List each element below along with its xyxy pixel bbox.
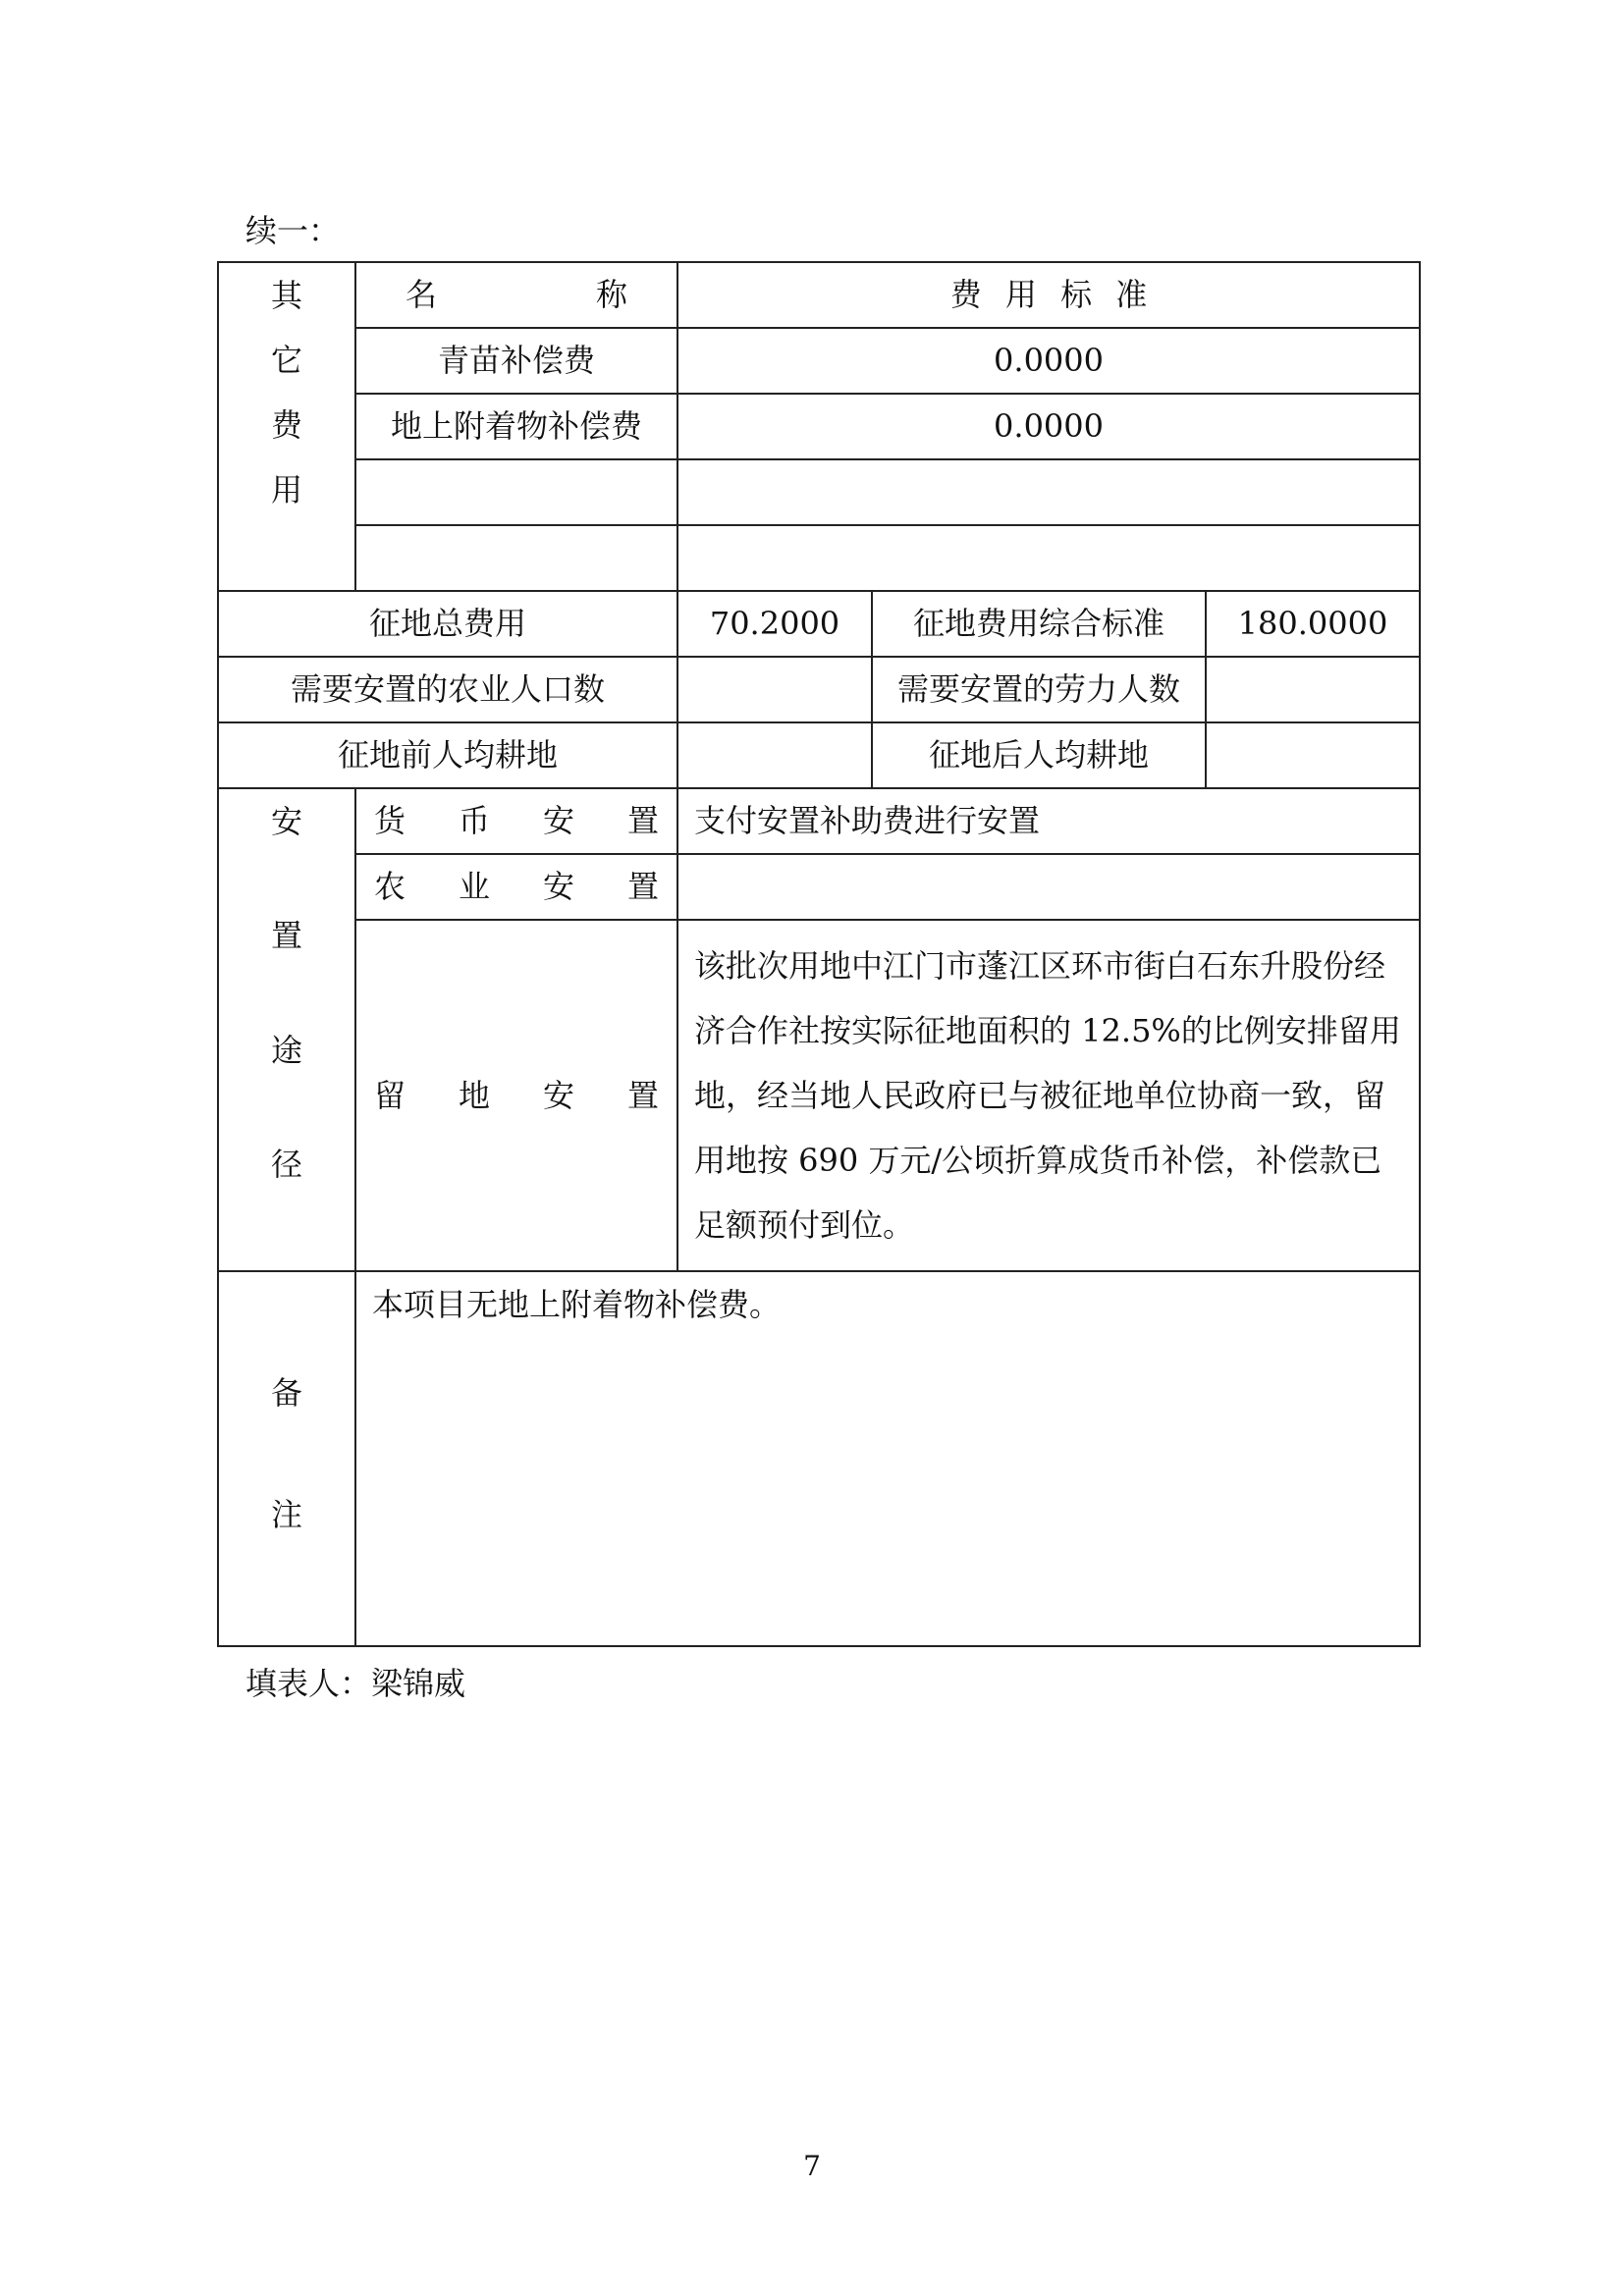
reserved-land-label: 留 地 安 置 xyxy=(355,920,677,1271)
resettlement-label: 安 置 途 径 xyxy=(218,788,355,1271)
total-fee-label: 征地总费用 xyxy=(218,591,677,657)
farmland-before-label: 征地前人均耕地 xyxy=(218,722,677,788)
remarks-text: 本项目无地上附着物补偿费。 xyxy=(355,1271,1420,1646)
standard-header: 费 用 标 准 xyxy=(677,262,1420,328)
continuation-heading: 续一： xyxy=(245,212,341,249)
farmland-after-value xyxy=(1206,722,1420,788)
land-fee-form xyxy=(217,261,1421,1647)
form-filler: 填表人：梁锦威 xyxy=(245,1665,466,1702)
total-fee-value: 70.2000 xyxy=(677,591,872,657)
agricultural-resettlement-label: 农 业 安 置 xyxy=(355,854,677,920)
monetary-resettlement-label: 货 币 安 置 xyxy=(355,788,677,854)
fee-value-cell: 0.0000 xyxy=(677,394,1420,459)
composite-standard-value: 180.0000 xyxy=(1206,591,1420,657)
remarks-label: 备 注 xyxy=(218,1271,355,1646)
monetary-resettlement-value: 支付安置补助费进行安置 xyxy=(677,788,1420,854)
composite-standard-label: 征地费用综合标准 xyxy=(872,591,1206,657)
other-fees-label: 其 它 费 用 xyxy=(218,262,355,591)
fee-value-cell: 0.0000 xyxy=(677,328,1420,394)
fee-name-cell xyxy=(355,459,677,525)
fee-name-cell: 青苗补偿费 xyxy=(355,328,677,394)
farmland-after-label: 征地后人均耕地 xyxy=(872,722,1206,788)
reserved-land-description: 该批次用地中江门市蓬江区环市街白石东升股份经济合作社按实际征地面积的 12.5%的比例安排留用地，经当地人民政府已与被征地单位协商一致，留用地按 690 万元/公顷折算成货币补偿，补偿款已足额预付到位。 xyxy=(677,920,1420,1271)
page-number: 7 xyxy=(803,2150,821,2182)
name-header: 名 称 xyxy=(355,262,677,328)
fee-name-cell: 地上附着物补偿费 xyxy=(355,394,677,459)
farm-population-value xyxy=(677,657,872,722)
fee-value-cell xyxy=(677,525,1420,591)
agricultural-resettlement-value xyxy=(677,854,1420,920)
labor-count-value xyxy=(1206,657,1420,722)
fee-name-cell xyxy=(355,525,677,591)
labor-count-label: 需要安置的劳力人数 xyxy=(872,657,1206,722)
fee-value-cell xyxy=(677,459,1420,525)
farm-population-label: 需要安置的农业人口数 xyxy=(218,657,677,722)
farmland-before-value xyxy=(677,722,872,788)
